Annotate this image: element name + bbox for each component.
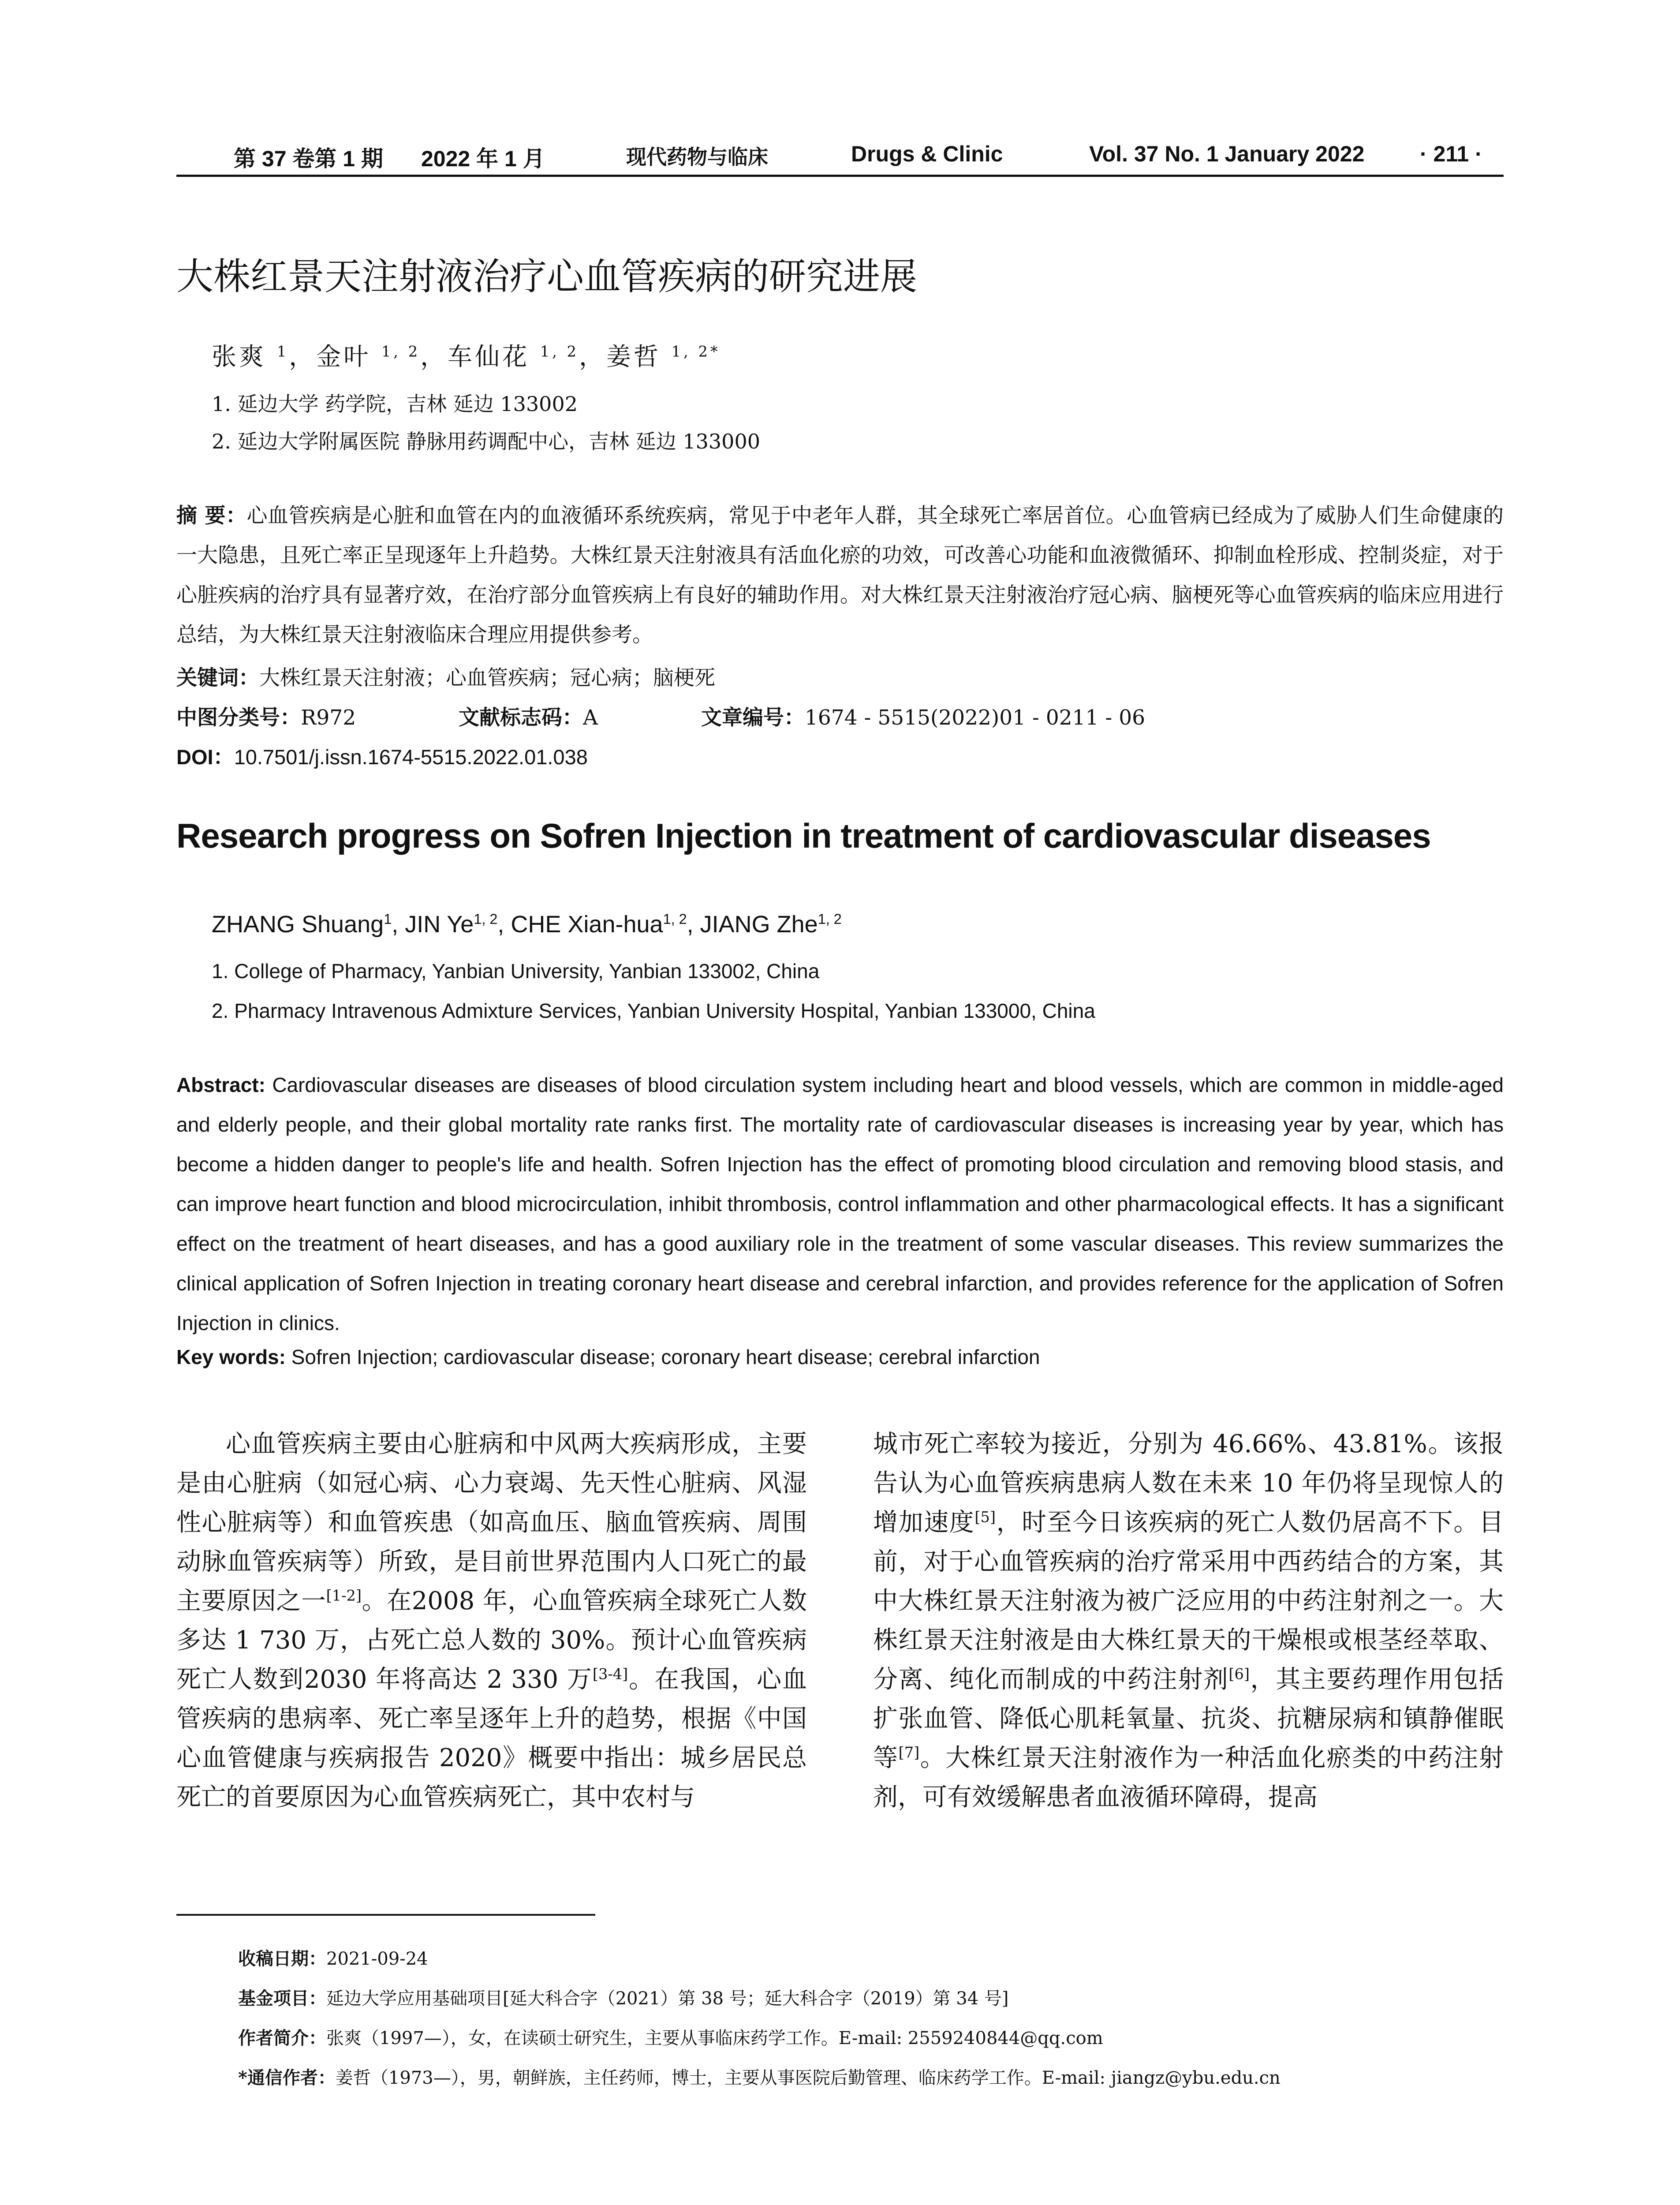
- keywords-en-label: Key words:: [176, 1345, 286, 1368]
- authors-cn: 张爽 $^1$，金叶 $^{1, 2}$，车仙花 $^{1, 2}$，姜哲 $^{1, 2*}$: [212, 343, 721, 371]
- keywords-cn: [176, 662, 715, 691]
- citation[interactable]: [1-2]: [326, 1587, 362, 1604]
- body-paragraph: [873, 1424, 1504, 1817]
- header-date-cn: 2022 年 1 月: [421, 146, 545, 171]
- body-paragraph: [176, 1424, 807, 1817]
- abstract-en-text: Cardiovascular diseases are diseases of blood circulation system including heart and blood vessels, which are common in middle-aged and elderly people, and their global mortality rate ranks first. The mortality rate of cardiovascular diseases is increasing year by year, which has become a hidden danger to people's life and health. Sofren Injection has the effect of promoting blood circulation and removing blood stasis, and can improve heart function and blood microcirculation, inhibit thrombosis, control inflammation and other pharmacological effects. It has a significant effect on the treatment of heart diseases, and has a good auxiliary role in the treatment of some vascular diseases. This review summarizes the clinical application of Sofren Injection in treating coronary heart disease and cerebral infarction, and provides reference for the application of Sofren Injection in clinics.: [176, 1073, 1504, 1334]
- doi-link[interactable]: 10.7501/j.issn.1674-5515.2022.01.038: [234, 745, 588, 769]
- footnote-value: 姜哲（1973—），男，朝鲜族，主任药师，博士，主要从事医院后勤管理、临床药学工作。E-mail: jiangz@ybu.edu.cn: [335, 2068, 1281, 2088]
- keywords-en-text: Sofren Injection; cardiovascular disease; coronary heart disease; cerebral infarction: [291, 1345, 1040, 1368]
- header-rule: [176, 175, 1504, 177]
- title-en: Research progress on Sofren Injection in treatment of cardiovascular diseases: [176, 816, 1431, 855]
- body-text: ，其主要药理作用包括扩张血管、降低心肌耗氧量、抗炎、抗糖尿病和镇静催眠等: [873, 1665, 1504, 1772]
- running-header: [176, 132, 1504, 181]
- footnote-corresponding: [238, 2064, 1281, 2089]
- keywords-cn-text: 大株红景天注射液；心血管疾病；冠心病；脑梗死: [259, 666, 715, 690]
- footnote-label: *通信作者：: [238, 2067, 336, 2088]
- abstract-cn-label: 摘 要：: [176, 504, 247, 528]
- body-text: 。在2008 年，心血管疾病全球死亡人数多达 1 730 万，占死亡总人数的 30%。预计心血管疾病死亡人数到2030 年将高达 2 330 万: [176, 1587, 807, 1694]
- affiliation-en-2: 2. Pharmacy Intravenous Admixture Services, Yanbian University Hospital, Yanbian 133000, China: [212, 999, 1095, 1022]
- document-code: [459, 701, 598, 731]
- citation[interactable]: [7]: [898, 1744, 920, 1761]
- footnote-value: 2021-09-24: [326, 1949, 428, 1969]
- footnote-label: 收稿日期：: [238, 1948, 326, 1969]
- article-number-value: 1674 - 5515(2022)01 - 0211 - 06: [805, 706, 1146, 730]
- doi-label: DOI：: [176, 745, 234, 769]
- body-text: 心血管疾病主要由心脏病和中风两大疾病形成，主要是由心脏病（如冠心病、心力衰竭、先天性心脏病、风湿性心脏病等）和血管疾患（如高血压、脑血管疾病、周围动脉血管疾病等）所致，是目前世界范围内人口死亡的最主要原因之一: [176, 1430, 807, 1615]
- affiliation-cn-1: 1. 延边大学 药学院，吉林 延边 133002: [212, 392, 578, 416]
- footnote-author: [238, 2024, 1103, 2049]
- affiliation-en-1: 1. College of Pharmacy, Yanbian University, Yanbian 133002, China: [212, 960, 820, 983]
- footnote-label: 作者简介：: [238, 2028, 326, 2048]
- article-number-label: 文章编号：: [701, 706, 805, 730]
- classification-line: [176, 701, 356, 731]
- header-journal-en: Drugs & Clinic: [851, 142, 1003, 166]
- body-text: 。在我国，心血管疾病的患病率、死亡率呈逐年上升的趋势，根据《中国心血管健康与疾病报告 2020》概要中指出：城乡居民总死亡的首要原因为心血管疾病死亡，其中农村与: [176, 1665, 807, 1812]
- abstract-en-label: Abstract:: [176, 1073, 265, 1096]
- footnote-fund: [238, 1984, 1008, 2010]
- clc-label: 中图分类号：: [176, 706, 301, 730]
- footnote-value: 张爽（1997—），女，在读硕士研究生，主要从事临床药学工作。E-mail: 2559240844@qq.com: [326, 2028, 1103, 2048]
- header-volume-issue-cn: 第 37 卷第 1 期: [234, 146, 383, 171]
- citation[interactable]: [3-4]: [592, 1665, 628, 1683]
- header-page-number: · 211 ·: [1420, 142, 1482, 166]
- header-journal-cn: 现代药物与临床: [626, 145, 768, 169]
- affiliation-cn-2: 2. 延边大学附属医院 静脉用药调配中心，吉林 延边 133000: [212, 430, 760, 453]
- body-column-left: [176, 1424, 807, 1817]
- body-column-right: [873, 1424, 1504, 1817]
- doi-line: [176, 741, 588, 770]
- clc-value: R972: [301, 706, 356, 730]
- citation[interactable]: [5]: [974, 1508, 996, 1526]
- body-text: 城市死亡率较为接近，分别为 46.66%、43.81%。该报告认为心血管疾病患病人数在未来 10 年仍将呈现惊人的增加速度: [873, 1430, 1504, 1537]
- footnote-value: 延边大学应用基础项目[延大科合字（2021）第 38 号；延大科合字（2019）第 34 号]: [326, 1988, 1009, 2009]
- body-text: ，时至今日该疾病的死亡人数仍居高不下。目前，对于心血管疾病的治疗常采用中西药结合的方案，其中大株红景天注射液为被广泛应用的中药注射剂之一。大株红景天注射液是由大株红景天的干燥根或根茎经萃取、分离、纯化而制成的中药注射剂: [873, 1508, 1504, 1694]
- abstract-cn: [176, 496, 1504, 655]
- keywords-cn-label: 关键词：: [176, 666, 259, 690]
- header-volume-issue-en: Vol. 37 No. 1 January 2022: [1089, 142, 1365, 166]
- doc-code-label: 文献标志码：: [459, 706, 583, 730]
- title-cn: 大株红景天注射液治疗心血管疾病的研究进展: [176, 255, 918, 298]
- footnote-received: [238, 1945, 428, 1970]
- body-text: 。大株红景天注射液作为一种活血化瘀类的中药注射剂，可有效缓解患者血液循环障碍，提高: [873, 1744, 1504, 1812]
- authors-en: ZHANG Shuang$^1$, JIN Ye$^{1, 2}$, CHE Xian-hua$^{1, 2}$, JIANG Zhe$^{1, 2}$: [212, 911, 842, 938]
- article-number: [701, 701, 1145, 731]
- abstract-en: [176, 1065, 1504, 1343]
- doc-code-value: A: [583, 706, 598, 730]
- footnote-label: 基金项目：: [238, 1988, 326, 2009]
- keywords-en: [176, 1345, 1040, 1369]
- abstract-cn-text: 心血管疾病是心脏和血管在内的血液循环系统疾病，常见于中老年人群，其全球死亡率居首位。心血管病已经成为了威胁人们生命健康的一大隐患，且死亡率正呈现逐年上升趋势。大株红景天注射液具有活血化瘀的功效，可改善心功能和血液微循环、抑制血栓形成、控制炎症，对于心脏疾病的治疗具有显著疗效，在治疗部分血管疾病上有良好的辅助作用。对大株红景天注射液治疗冠心病、脑梗死等心血管疾病的临床应用进行总结，为大株红景天注射液临床合理应用提供参考。: [176, 504, 1504, 647]
- footnote-rule: [176, 1914, 595, 1916]
- citation[interactable]: [6]: [1228, 1665, 1250, 1683]
